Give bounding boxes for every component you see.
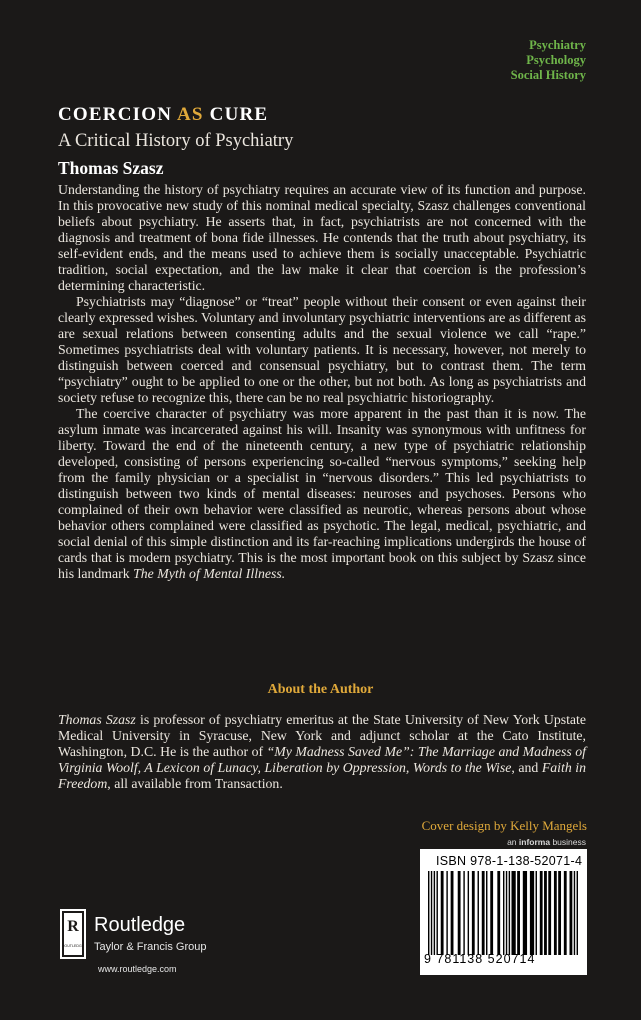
barcode-bar (517, 871, 520, 955)
description-paragraph-2: Psychiatrists may “diagnose” or “treat” people without their consent or even against their clearly expressed wishes. Voluntary and involuntary psychiatric interventions are as different as are sexual relations between consenting adults and the sexual violence we call “rape.” Sometimes psychiatrists deal with voluntary patients. It is necessary, however, not merely to distinguish between coerced and consensual psychiatry, but to contrast them. The term “psychiatry” ought to be applied to one or the other, but not both. As long as psychiatrists and society refuse to recognize this, there can be no real psychiatric historiography. (58, 294, 586, 405)
category-psychiatry: Psychiatry (529, 38, 586, 52)
barcode-bar (482, 871, 485, 955)
description-paragraph-3-text: The coercive character of psychiatry was more apparent in the past than it is now. The asylum inmate was incarcerated against his will. Insanity was synonymous with unfitness for liberty. Toward the end of the nineteenth century, a new type of psychiatric relationship developed, consisting of persons experiencing so-called “nervous symptoms,” seeking help from the family physician or a specialist in “nervous disorders.” This led psychiatrists to distinguish between two kinds of mental diseases: neuroses and psychoses. Persons who complained of their own behavior were classified as neurotic, whereas persons about whose behavior others complained were classified as psychotic. The legal, medical, psychiatric, and social denial of this simple distinction and its far-reaching implications undergirds the house of cards that is modern psychiatry. This is the most important book on this subject by Szasz since his landmark (58, 406, 586, 581)
barcode-bar (486, 871, 487, 955)
logo-letter: R (67, 918, 79, 935)
barcode-bar (511, 871, 515, 955)
book-description (58, 182, 586, 582)
title-part-as: AS (177, 104, 204, 125)
publisher-group: Taylor & Francis Group (94, 941, 207, 953)
barcode-bar (509, 871, 510, 955)
barcode-bar (497, 871, 500, 955)
book-author: Thomas Szasz (58, 158, 164, 178)
barcode-bar (446, 871, 447, 955)
barcode-digits: 9 781138 520714 (424, 952, 536, 966)
barcode-bar (530, 871, 534, 955)
subject-categories (511, 38, 586, 83)
book-subtitle: A Critical History of Psychiatry (58, 131, 294, 151)
informa-business-tagline (507, 837, 586, 847)
about-text-part-3: , all available from Transaction. (107, 776, 283, 791)
barcode-bar (428, 871, 429, 955)
barcode-bar (490, 871, 493, 955)
landmark-book-title: The Myth of Mental Illness. (133, 566, 286, 581)
barcode-bar (523, 871, 527, 955)
barcode-bar (536, 871, 537, 955)
barcode-bar (434, 871, 435, 955)
informa-suffix: business (550, 837, 586, 847)
barcode-bars (426, 871, 581, 955)
barcode-bar (472, 871, 475, 955)
barcode-bar (570, 871, 573, 955)
barcode-bar (544, 871, 547, 955)
book-header (58, 104, 591, 179)
barcode-bar (458, 871, 461, 955)
about-books-list: “My Madness Saved Me”: The Marriage and Madness of Virginia Woolf, A Lexicon of Lunacy, Liberation by Oppression, Words to the Wise (58, 744, 586, 775)
title-part-cure: CURE (203, 104, 269, 125)
description-paragraph-1: Understanding the history of psychiatry requires an accurate view of its function and purpose. In this provocative new study of this nominal medical specialty, Szasz challenges conventional beliefs about psychiatry. He asserts that, in fact, psychiatrists are not concerned with the diagnosis and treatment of bona fide illnesses. He contends that the truth about psychiatry, its self-evident ends, and the means used to achieve them is socially unacceptable. Psychiatric tradition, social expectation, and the law make it clear that coercion is the profession’s determining characteristic. (58, 182, 586, 293)
barcode-bar (577, 871, 578, 955)
informa-brand: informa (518, 837, 551, 847)
barcode-bar (540, 871, 543, 955)
barcode-bar (548, 871, 551, 955)
informa-prefix: an (507, 837, 519, 847)
publisher-website: www.routledge.com (98, 964, 177, 974)
barcode-bar (506, 871, 507, 955)
about-author-text (58, 712, 586, 792)
barcode-bar (558, 871, 561, 955)
barcode-bar (574, 871, 575, 955)
logo-text: ROUTLEDGE (61, 944, 85, 948)
barcode-bar (436, 871, 437, 955)
cover-design-credit: Cover design by Kelly Mangels (421, 818, 587, 833)
about-author-name: Thomas Szasz (58, 712, 136, 727)
barcode-bar (431, 871, 432, 955)
barcode-bar (564, 871, 567, 955)
title-part-coercion: COERCION (58, 104, 178, 125)
book-title (58, 104, 591, 126)
barcode-bar (451, 871, 454, 955)
about-text-part-2: , and (511, 760, 542, 775)
about-text-part-1: is professor of psychiatry emeritus at the State University of New York Upstate Medical University in Syracuse, New York and adjunct scholar at the Cato Institute, Washington, D.C. He is the author of (58, 712, 586, 759)
about-author-heading: About the Author (267, 682, 374, 697)
description-paragraph-3 (58, 406, 586, 582)
category-psychology: Psychology (526, 53, 586, 67)
barcode-bar (503, 871, 504, 955)
barcode-bar (554, 871, 557, 955)
routledge-logo (60, 909, 86, 959)
about-author-paragraph (58, 712, 586, 792)
isbn-barcode (420, 849, 587, 975)
isbn-label: ISBN 978-1-138-52071-4 (436, 854, 583, 868)
category-social-history: Social History (510, 68, 586, 82)
publisher-name: Routledge (94, 914, 186, 936)
about-book-last: Faith in Freedom (58, 760, 587, 791)
barcode-bar (468, 871, 469, 955)
barcode-bar (463, 871, 464, 955)
barcode-bar (478, 871, 479, 955)
barcode-bar (441, 871, 444, 955)
